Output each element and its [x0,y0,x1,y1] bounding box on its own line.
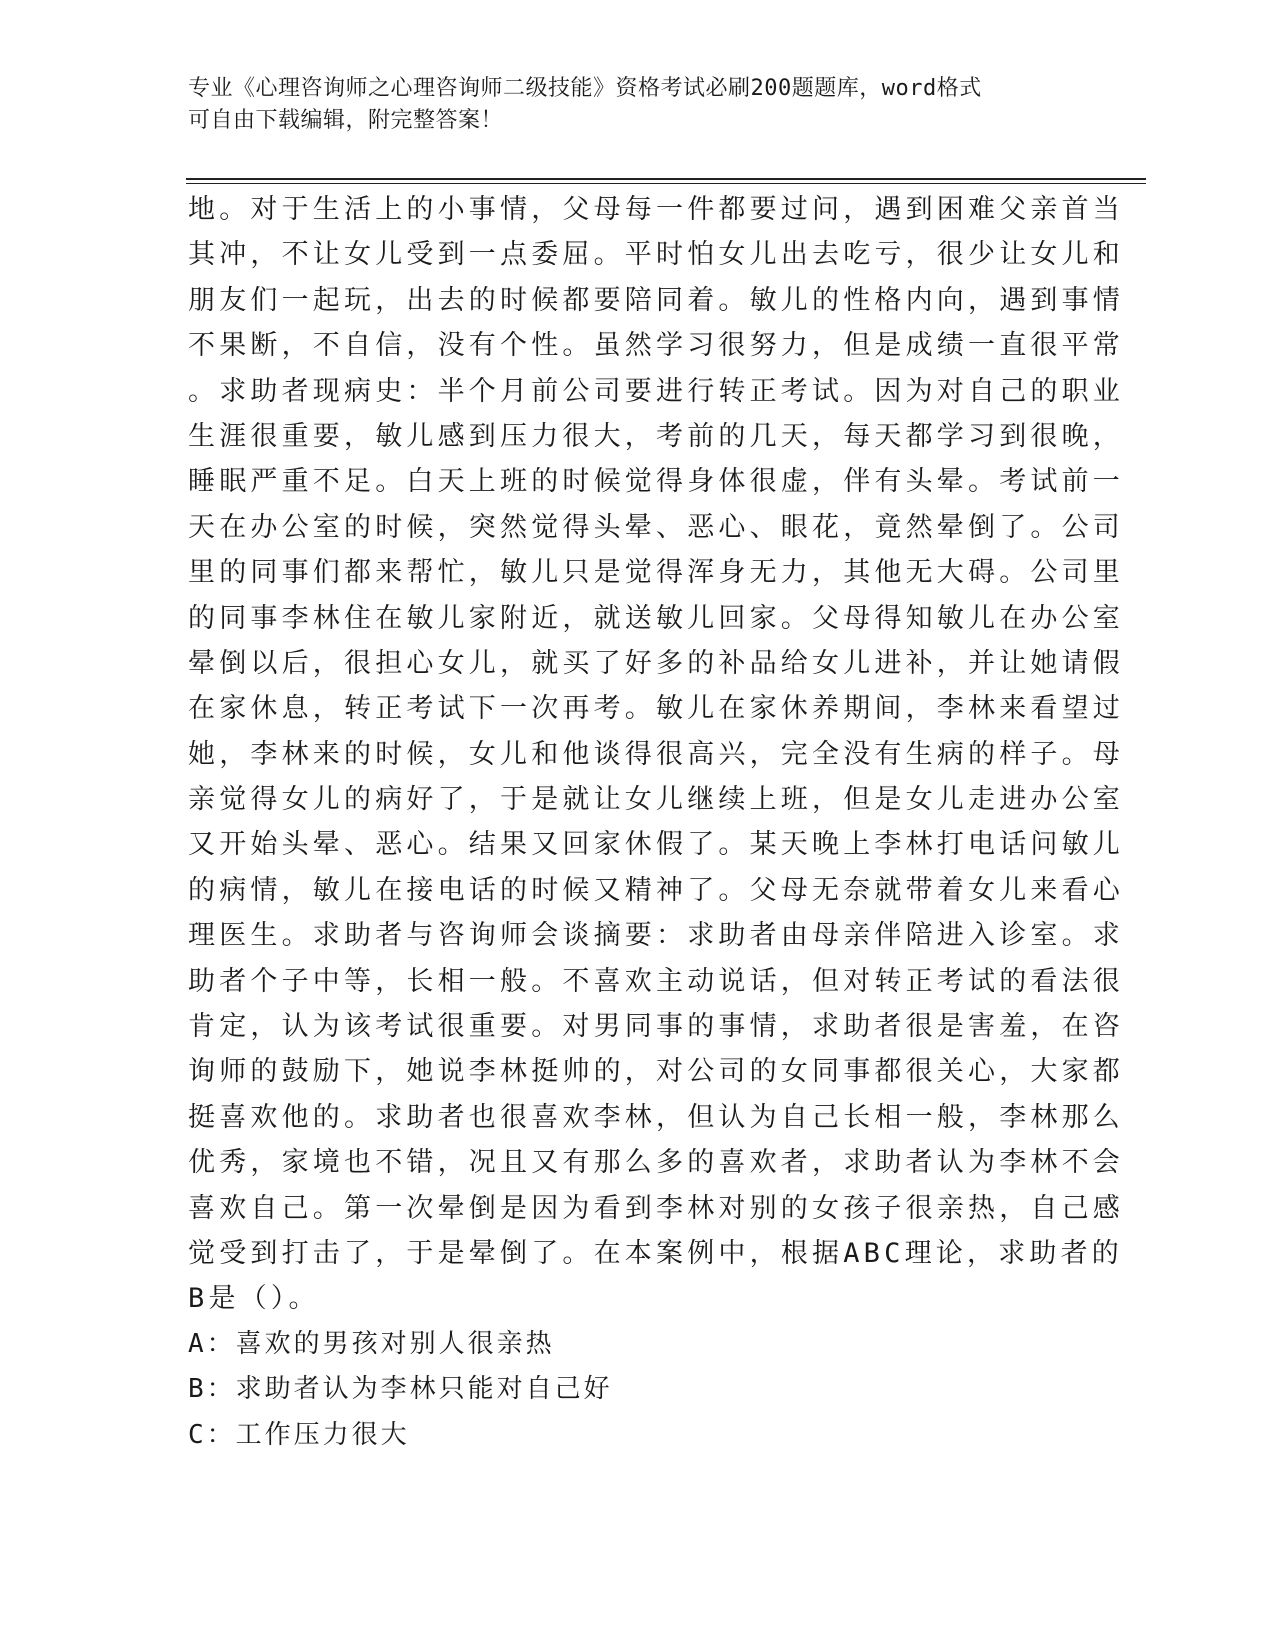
passage-line: 挺喜欢他的。求助者也很喜欢李林，但认为自己长相一般，李林那么 [188,1101,1124,1133]
passage-line: 地。对于生活上的小事情，父母每一件都要过问，遇到困难父亲首当 [188,194,1124,225]
passage-line: 。求助者现病史：半个月前公司要进行转正考试。因为对自己的职业 [188,375,1124,407]
passage-line: 喜欢自己。第一次晕倒是因为看到李林对别的女孩子很亲热，自己感 [188,1192,1124,1224]
passage-line: 在家休息，转正考试下一次再考。敏儿在家休养期间，李林来看望过 [188,693,1124,725]
question-body [188,187,1124,1458]
passage-line: 朋友们一起玩，出去的时候都要陪同着。敏儿的性格内向，遇到事情 [188,284,1124,316]
passage-line: 觉受到打击了，于是晕倒了。在本案例中，根据ABC理论，求助者的 [188,1237,1123,1269]
passage-line: 询师的鼓励下，她说李林挺帅的，对公司的女同事都很关心，大家都 [188,1056,1124,1088]
passage-line: 的同事李林住在敏儿家附近，就送敏儿回家。父母得知敏儿在办公室 [188,602,1124,634]
passage-line: 理医生。求助者与咨询师会谈摘要：求助者由母亲伴陪进入诊室。求 [188,920,1124,952]
passage-line: 天在办公室的时候，突然觉得头晕、恶心、眼花，竟然晕倒了。公司 [188,511,1124,543]
header-title-line-2: 可自由下载编辑，附完整答案！ [188,108,504,133]
passage-line: 的病情，敏儿在接电话的时候又精神了。父母无奈就带着女儿来看心 [188,874,1124,906]
answer-option-b: B：求助者认为李林只能对自己好 [188,1374,613,1405]
passage-line: 其冲，不让女儿受到一点委屈。平时怕女儿出去吃亏，很少让女儿和 [188,239,1124,271]
passage-line: 晕倒以后，很担心女儿，就买了好多的补品给女儿进补，并让她请假 [188,647,1124,679]
document-header [188,73,1068,137]
passage-line: 睡眠严重不足。白天上班的时候觉得身体很虚，伴有头晕。考试前一 [188,466,1124,498]
header-divider-thick [186,178,1146,180]
passage-line: 又开始头晕、恶心。结果又回家休假了。某天晚上李林打电话问敏儿 [188,829,1124,861]
passage-line: 优秀，家境也不错，况且又有那么多的喜欢者，求助者认为李林不会 [188,1147,1124,1179]
passage-line: 她，李林来的时候，女儿和他谈得很高兴，完全没有生病的样子。母 [188,738,1124,770]
passage-line: 生涯很重要，敏儿感到压力很大，考前的几天，每天都学习到很晚， [188,420,1124,452]
question-prompt: B是（）。 [188,1283,320,1315]
answer-option-c: C：工作压力很大 [188,1419,410,1450]
passage-line: 肯定，认为该考试很重要。对男同事的事情，求助者很是害羞，在咨 [188,1011,1124,1043]
header-divider-thin [186,183,1146,184]
answer-option-a: A：喜欢的男孩对别人很亲热 [188,1328,555,1359]
header-title-line-1: 专业《心理咨询师之心理咨询师二级技能》资格考试必刷200题题库，word格式 [188,76,982,101]
passage-line: 亲觉得女儿的病好了，于是就让女儿继续上班，但是女儿走进办公室 [188,784,1124,816]
passage-line: 助者个子中等，长相一般。不喜欢主动说话，但对转正考试的看法很 [188,965,1124,997]
passage-line: 不果断，不自信，没有个性。虽然学习很努力，但是成绩一直很平常 [188,330,1124,362]
passage-line: 里的同事们都来帮忙，敏儿只是觉得浑身无力，其他无大碍。公司里 [188,557,1124,589]
